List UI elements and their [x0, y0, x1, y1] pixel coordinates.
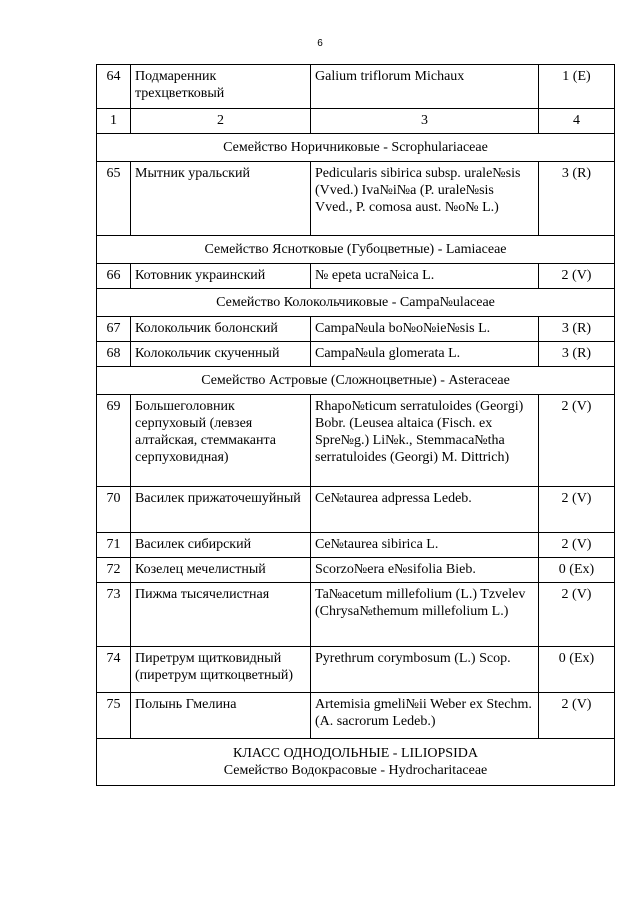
latin-name: Pyrethrum corymbosum (L.) Scop. — [311, 647, 539, 693]
status-category: 0 (Ex) — [539, 558, 615, 583]
class-title: КЛАСС ОДНОДОЛЬНЫЕ - LILIOPSIDA — [233, 746, 478, 761]
status-category: 2 (V) — [539, 264, 615, 289]
class-heading — [97, 739, 615, 786]
russian-name: Козелец мечелистный — [131, 558, 311, 583]
row-number: 69 — [97, 395, 131, 487]
russian-name: Пижма тысячелистная — [131, 583, 311, 647]
table-row — [97, 583, 615, 647]
row-number: 71 — [97, 533, 131, 558]
row-number: 68 — [97, 342, 131, 367]
table-row — [97, 317, 615, 342]
row-number: 73 — [97, 583, 131, 647]
russian-name: Колокольчик болонский — [131, 317, 311, 342]
row-number: 65 — [97, 162, 131, 236]
family-heading: Семейство Водокрасовые - Hydrocharitaceae — [223, 763, 488, 778]
latin-name: Galium triflorum Michaux — [311, 65, 539, 109]
status-category: 2 (V) — [539, 395, 615, 487]
russian-name: Василек сибирский — [131, 533, 311, 558]
column-number-3: 3 — [311, 109, 539, 134]
column-number-1: 1 — [97, 109, 131, 134]
table-row — [97, 162, 615, 236]
table-row — [97, 65, 615, 109]
table-row — [97, 395, 615, 487]
family-row — [97, 236, 615, 264]
latin-name: Scorzo№era e№sifolia Bieb. — [311, 558, 539, 583]
row-number: 74 — [97, 647, 131, 693]
russian-name: Василек прижаточешуйный — [131, 487, 311, 533]
table-row — [97, 647, 615, 693]
table-row — [97, 264, 615, 289]
latin-name: Ce№taurea adpressa Ledeb. — [311, 487, 539, 533]
class-row — [97, 739, 615, 786]
russian-name: Пиретрум щитковидный (пиретрум щиткоцветный) — [131, 647, 311, 693]
table-row — [97, 487, 615, 533]
family-heading: Семейство Колокольчиковые - Campa№ulaceae — [97, 289, 615, 317]
latin-name: № epeta ucra№ica L. — [311, 264, 539, 289]
status-category: 3 (R) — [539, 317, 615, 342]
row-number: 66 — [97, 264, 131, 289]
russian-name: Большеголовник серпуховый (левзея алтайская, стеммаканта серпуховидная) — [131, 395, 311, 487]
table-row — [97, 342, 615, 367]
status-category: 2 (V) — [539, 693, 615, 739]
species-table — [96, 64, 615, 786]
family-row — [97, 289, 615, 317]
row-number: 67 — [97, 317, 131, 342]
latin-name: Campa№ula bo№o№ie№sis L. — [311, 317, 539, 342]
russian-name: Котовник украинский — [131, 264, 311, 289]
status-category: 0 (Ex) — [539, 647, 615, 693]
table-row — [97, 693, 615, 739]
latin-name: Campa№ula glomerata L. — [311, 342, 539, 367]
russian-name: Мытник уральский — [131, 162, 311, 236]
row-number: 64 — [97, 65, 131, 109]
column-number-2: 2 — [131, 109, 311, 134]
russian-name: Полынь Гмелина — [131, 693, 311, 739]
status-category: 3 (R) — [539, 342, 615, 367]
row-number: 72 — [97, 558, 131, 583]
row-number: 75 — [97, 693, 131, 739]
status-category: 2 (V) — [539, 533, 615, 558]
status-category: 3 (R) — [539, 162, 615, 236]
family-heading: Семейство Астровые (Сложноцветные) - Asteraceae — [97, 367, 615, 395]
family-row — [97, 367, 615, 395]
family-row — [97, 134, 615, 162]
latin-name: Rhapo№ticum serratuloides (Georgi) Bobr. (Leusea altaica (Fisch. ex Spre№g.) Li№k., Stemmaca№tha serratuloides (Georgi) M. Dittrich) — [311, 395, 539, 487]
page-number: 6 — [317, 38, 323, 49]
latin-name: Ce№taurea sibirica L. — [311, 533, 539, 558]
status-category: 2 (V) — [539, 583, 615, 647]
russian-name: Колокольчик скученный — [131, 342, 311, 367]
family-heading: Семейство Яснотковые (Губоцветные) - Lamiaceae — [97, 236, 615, 264]
russian-name: Подмаренник трехцветковый — [131, 65, 311, 109]
latin-name: Pedicularis sibirica subsp. urale№sis (Vved.) Iva№i№a (P. urale№sis Vved., P. comosa aust. №o№ L.) — [311, 162, 539, 236]
column-number-4: 4 — [539, 109, 615, 134]
table-row — [97, 533, 615, 558]
row-number: 70 — [97, 487, 131, 533]
column-numbers-row — [97, 109, 615, 134]
family-heading: Семейство Норичниковые - Scrophulariaceae — [97, 134, 615, 162]
latin-name: Ta№acetum millefolium (L.) Tzvelev (Chrysa№themum millefolium L.) — [311, 583, 539, 647]
table-row — [97, 558, 615, 583]
latin-name: Artemisia gmeli№ii Weber ex Stechm. (A. sacrorum Ledeb.) — [311, 693, 539, 739]
status-category: 2 (V) — [539, 487, 615, 533]
status-category: 1 (E) — [539, 65, 615, 109]
